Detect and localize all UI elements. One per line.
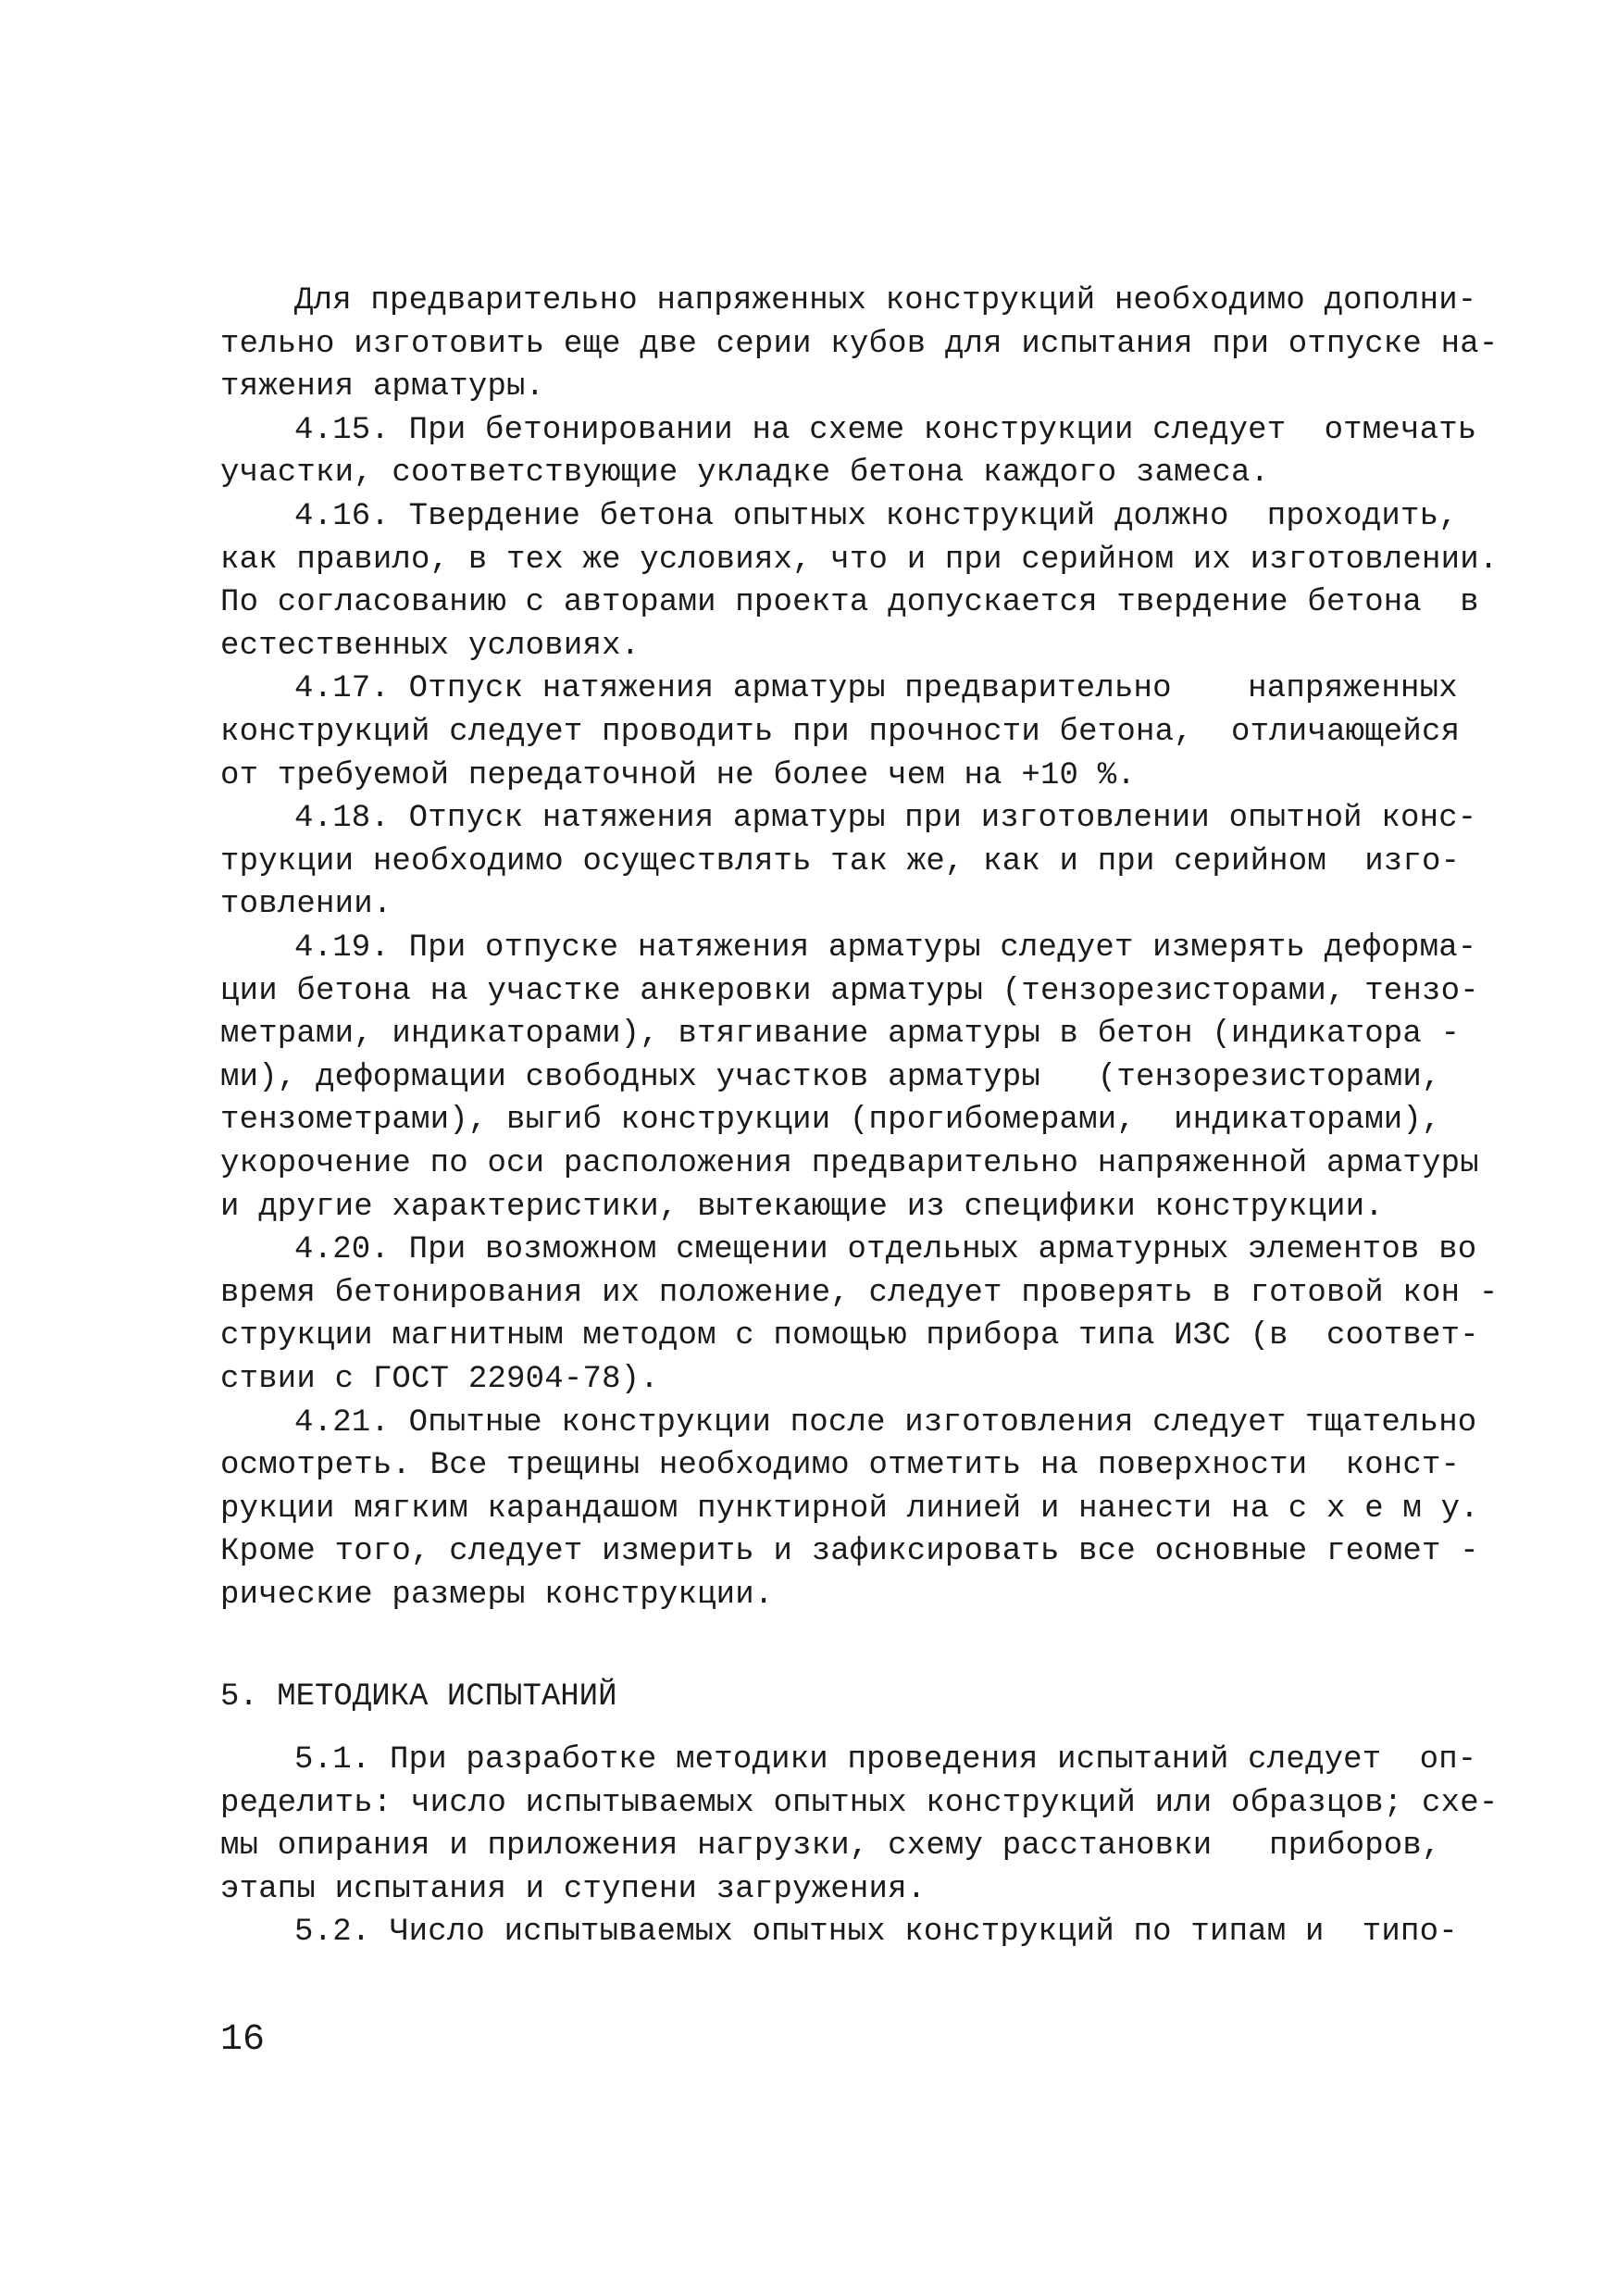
- text-line: тяжения арматуры.: [220, 369, 545, 406]
- text-line: от требуемой передаточной не более чем на +10 %.: [220, 757, 1136, 793]
- text-line: тензометрами), выгиб конструкции (прогибомерами, индикаторами),: [220, 1103, 1441, 1139]
- text-line: время бетонирования их положение, следует проверять в готовой кон -: [220, 1275, 1499, 1311]
- text-line: струкции магнитным методом с помощью прибора типа ИЗС (в соответ-: [220, 1318, 1479, 1354]
- text-line: 5.1. При разработке методики проведения испытаний следует оп-: [294, 1742, 1477, 1778]
- text-line: Кроме того, следует измерить и зафиксировать все основные геомет -: [220, 1534, 1479, 1570]
- text-line: ции бетона на участке анкеровки арматуры (тензорезисторами, тензо-: [220, 973, 1479, 1009]
- text-line: укорочение по оси расположения предварительно напряженной арматуры: [220, 1146, 1479, 1181]
- text-line: 5.2. Число испытываемых опытных конструкций по типам и типо-: [294, 1915, 1458, 1951]
- text-line: 4.16. Твердение бетона опытных конструкций должно проходить,: [294, 499, 1458, 534]
- text-line: этапы испытания и ступени загружения.: [220, 1871, 927, 1907]
- text-line: 4.17. Отпуск натяжения арматуры предварительно напряженных: [294, 671, 1458, 707]
- text-line: 4.20. При возможном смещении отдельных арматурных элементов во: [294, 1232, 1477, 1268]
- text-line: товлении.: [220, 887, 392, 923]
- section-heading: 5. МЕТОДИКА ИСПЫТАНИЙ: [220, 1679, 617, 1715]
- text-line: ствии с ГОСТ 22904-78).: [220, 1362, 659, 1397]
- text-line: участки, соответствующие укладке бетона каждого замеса.: [220, 455, 1270, 492]
- text-line: как правило, в тех же условиях, что и при серийном их изготовлении.: [220, 542, 1499, 578]
- text-line: рукции мягким карандашом пунктирной линией и нанести на с х е м у.: [220, 1491, 1479, 1527]
- page-number: 16: [220, 2019, 266, 2061]
- text-line: конструкций следует проводить при прочности бетона, отличающейся: [220, 715, 1461, 750]
- text-line: осмотреть. Все трещины необходимо отметить на поверхности конст-: [220, 1448, 1461, 1484]
- text-line: трукции необходимо осуществлять так же, как и при серийном изго-: [220, 843, 1461, 880]
- text-line: рические размеры конструкции.: [220, 1578, 774, 1613]
- text-line: ми), деформации свободных участков арматуры (тензорезисторами,: [220, 1059, 1441, 1095]
- text-line: По согласованию с авторами проекта допускается твердение бетона в: [220, 585, 1479, 621]
- text-line: и другие характеристики, вытекающие из специфики конструкции.: [220, 1189, 1384, 1225]
- text-line: 4.19. При отпуске натяжения арматуры следует измерять деформа-: [294, 930, 1477, 966]
- text-line: мы опирания и приложения нагрузки, схему расстановки приборов,: [220, 1828, 1441, 1865]
- text-line: Для предварительно напряженных конструкций необходимо дополни-: [294, 283, 1477, 318]
- text-line: естественных условиях.: [220, 628, 641, 664]
- text-line: ределить: число испытываемых опытных конструкций или образцов; схе-: [220, 1785, 1499, 1821]
- text-line: 4.21. Опытные конструкции после изготовления следует тщательно: [294, 1404, 1477, 1441]
- text-line: 4.15. При бетонировании на схеме конструкции следует отмечать: [294, 412, 1477, 448]
- text-line: метрами, индикаторами), втягивание арматуры в бетон (индикатора -: [220, 1017, 1461, 1053]
- text-line: тельно изготовить еще две серии кубов для испытания при отпуске на-: [220, 326, 1499, 362]
- text-line: 4.18. Отпуск натяжения арматуры при изготовлении опытной конс-: [294, 801, 1477, 837]
